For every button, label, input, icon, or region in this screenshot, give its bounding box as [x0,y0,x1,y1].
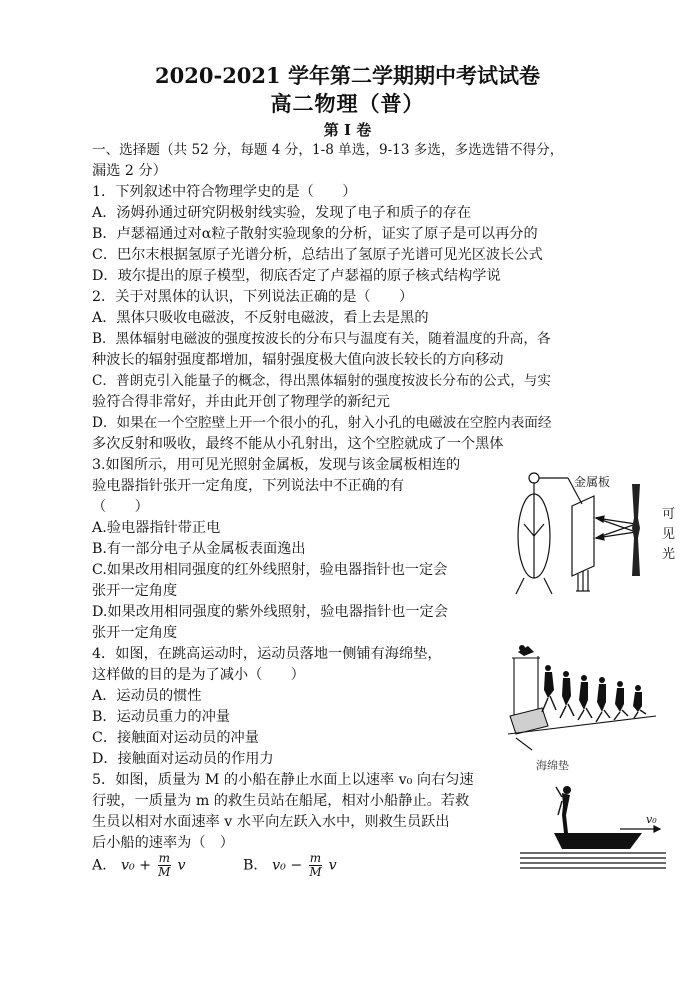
q4-option-c: C．接触面对运动员的冲量 [92,730,259,746]
q3-option-c-line1: C.如果改用相同强度的红外线照射，验电器指针也一定会 [92,562,448,578]
q5-stem-line3: 生员以相对水面速率 v 水平向左跃入水中，则救生员跃出 [92,814,450,830]
boat [554,833,642,849]
page-title: 2020-2021 学年第二学期期中考试试卷 [155,63,540,88]
q2-option-c-line2: 验符合得非常好，并由此开创了物理学的新纪元 [92,394,390,410]
q1-option-c: C．巴尔末根据氢原子光谱分析，总结出了氢原子光谱可见光区波长公式 [92,247,543,263]
q4-figure [508,638,658,753]
q3-fig-light-label-2: 见 [662,527,676,542]
q5-a-fraction [158,852,171,879]
q4-stem-line1: 4．如图，在跳高运动时，运动员落地一侧铺有海绵垫， [92,646,442,662]
q3-option-b: B.有一部分电子从金属板表面逸出 [92,541,306,557]
page-subtitle: 高二物理（普） [270,91,425,116]
q5-figure [518,775,668,875]
q3-stem-line2: 验电器指针张开一定角度，下列说法中不正确的有 [92,478,405,494]
q5-a-plus: + [139,857,152,874]
q2-option-b-line1: B．黑体辐射电磁波的强度按波长的分布只与温度有关，随着温度的升高，各 [92,331,551,347]
q2-stem: 2．关于对黑体的认识，下列说法正确的是（ ） [92,289,414,305]
q2-option-d-line1: D．如果在一个空腔壁上开一个很小的孔，射入小孔的电磁波在空腔内表面经 [92,415,552,431]
q5-stem-line2: 行驶，一质量为 m 的救生员站在船尾，相对小船静止。若救 [92,793,470,809]
q3-option-d-line2: 张开一定角度 [92,625,178,641]
q2-option-a: A．黑体只吸收电磁波，不反射电磁波，看上去是黑的 [92,310,429,326]
q5-b-v0: v₀ [272,857,286,874]
q5-a-v: v [177,857,186,874]
q4-fig-mat-label: 海绵垫 [536,760,569,772]
q5-a-numerator: m [158,851,170,865]
volume-label: 第 I 卷 [323,121,372,139]
q3-fig-light-label-1: 可 [662,507,676,522]
q3-option-a: A.验电器指针带正电 [92,520,221,536]
q2-option-b-line2: 种波长的辐射强度都增加，辐射强度极大值向波长较长的方向移动 [92,352,504,368]
lifeguard [562,786,571,833]
q5-option-b-label: B． [243,857,268,874]
q2-option-c-line1: C．普朗克引入能量子的概念，得出黑体辐射的强度按波长分布的公式，与实 [92,373,551,389]
q5-b-denominator: M [309,865,322,879]
q1-option-a: A．汤姆孙通过研究阴极射线实验，发现了电子和质子的存在 [92,205,472,221]
q1-stem: 1．下列叙述中符合物理学史的是（ ） [92,184,357,200]
q5-b-fraction [309,852,322,879]
q4-option-b: B．运动员重力的冲量 [92,709,231,725]
section-heading-line1: 一、选择题（共 52 分，每题 4 分，1-8 单选，9-13 多选，多选选错不得分， [92,142,564,158]
q3-stem-line3: （ ） [92,499,149,515]
q5-b-minus: − [290,857,303,874]
electroscope-knob [529,473,539,483]
q5-stem-line1: 5．如图，质量为 M 的小船在静止水面上以速率 v₀ 向右匀速 [92,772,474,788]
q5-option-a [92,852,186,879]
q5-a-v0: v₀ [120,857,135,874]
q5-b-v: v [328,857,337,874]
q3-option-c-line2: 张开一定角度 [92,583,178,599]
q5-a-denominator: M [158,865,171,879]
q3-fig-light-label-3: 光 [662,547,676,562]
q3-stem-line1: 3.如图所示，用可见光照射金属板，发现与该金属板相连的 [92,457,461,473]
q1-option-b: B．卢瑟福通过对α粒子散射实验现象的分析，证实了原子是可以再分的 [92,226,538,242]
q3-option-d-line1: D.如果改用相同强度的紫外线照射，验电器指针也一定会 [92,604,448,620]
section-heading-line2: 漏选 2 分） [92,163,167,179]
q1-option-d: D．玻尔提出的原子模型，彻底否定了卢瑟福的原子核式结构学说 [92,268,501,284]
q4-stem-line2: 这样做的目的是为了减小（ ） [92,667,305,683]
q5-fig-v0-label: v₀ [646,813,657,826]
q5-b-numerator: m [309,851,322,865]
q3-fig-plate-label: 金属板 [574,475,611,489]
q5-option-a-label: A． [92,857,117,874]
q4-option-a: A．运动员的惯性 [92,688,202,704]
q5-option-b [243,852,337,879]
q4-option-d: D．接触面对运动员的作用力 [92,751,274,767]
q3-figure [512,466,687,601]
q5-stem-line4: 后小船的速率为（ ） [92,835,234,851]
light-source-lens [632,484,640,576]
metal-plate [572,496,594,576]
q2-option-d-line2: 多次反射和吸收，最终不能从小孔射出，这个空腔就成了一个黑体 [92,436,504,452]
